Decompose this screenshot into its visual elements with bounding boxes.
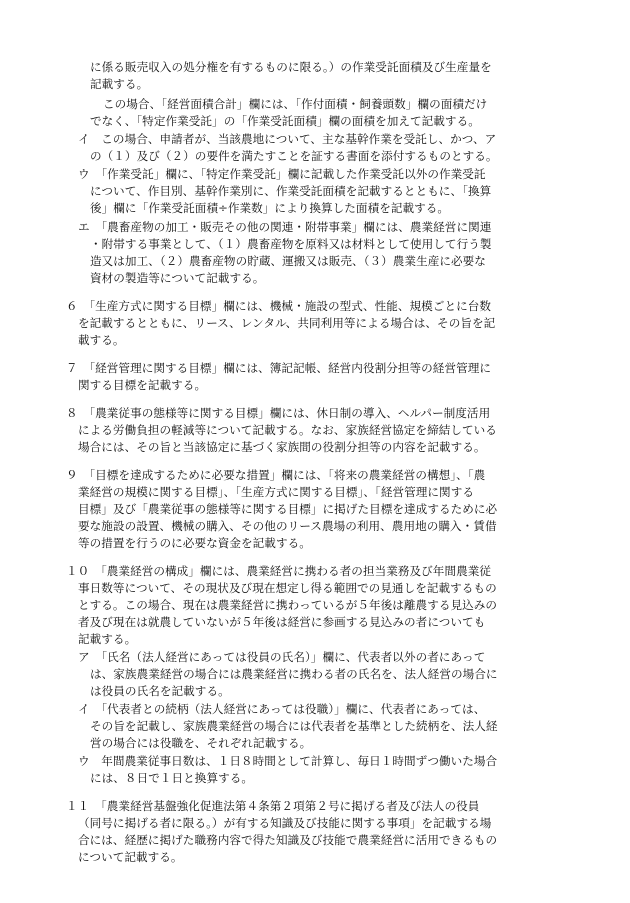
text-line: 記載する。 [78, 632, 137, 646]
text-line: 場合には、その旨と当該協定に基づく家族間の役割分担等の内容を記載する。 [78, 440, 486, 454]
text-line: 者及び現在は就農していないが５年後は経営に参画する見込みの者についても [78, 615, 486, 629]
text-line: 関する目標を記載する。 [78, 378, 207, 392]
text-line: 事日数等について、その現状及び現在想定し得る範囲での見通しを記載するもの [78, 581, 497, 595]
text-line: について、作目別、基幹作業別に、作業受託面積を記載するとともに、「換算 [90, 184, 492, 198]
text-line: には、８日で１日と換算する。 [90, 771, 254, 785]
text-line: 等の措置を行うのに必要な資金を記載する。 [78, 536, 311, 550]
text-line: ８ 「農業従事の態様等に関する目標」欄には、休日制の導入、ヘルパー制度活用 [66, 406, 491, 420]
text-line: その旨を記載し、家族農業経営の場合には代表者を基準とした続柄を、法人経 [90, 719, 498, 733]
text-line: の（１）及び（２）の要件を満たすことを証する書面を添付するものとする。 [90, 149, 498, 163]
text-line: は役員の氏名を記載する。 [90, 684, 230, 698]
text-line: 記載する。 [90, 77, 149, 91]
text-line: １０ 「農業経営の構成」欄には、農業経営に携わる者の担当業務及び年間農業従 [66, 564, 492, 578]
text-line: 要な施設の設置、機械の購入、その他のリース農場の利用、農用地の購入・賃借 [78, 519, 497, 533]
text-line: 載する。 [78, 333, 125, 347]
text-line: この場合、「経営面積合計」欄には、「作付面積・飼養頭数」欄の面積だけ [103, 97, 488, 111]
text-line: ６ 「生産方式に関する目標」欄には、機械・施設の型式、性能、規模ごとに台数 [66, 299, 492, 313]
text-line: 業経営の規模に関する目標」、「生産方式に関する目標」、「経営管理に関する [78, 485, 474, 499]
text-line: ウ 年間農業従事日数は、１日８時間として計算し、毎日１時間ずつ働いた場合 [78, 754, 498, 768]
text-line: 資材の製造等について記載する。 [90, 271, 265, 285]
text-line: エ 「農畜産物の加工・販売その他の関連・附帯事業」欄には、農業経営に関連 [78, 220, 492, 234]
text-line: に係る販売収入の処分権を有するものに限る。）の作業受託面積及び生産量を [90, 60, 492, 74]
text-line: は、家族農業経営の場合には農業経営に携わる者の氏名を、法人経営の場合に [90, 667, 498, 681]
text-line: ア 「氏名（法人経営にあっては役員の氏名）」欄に、代表者以外の者にあって [78, 650, 486, 664]
text-line: を記載するとともに、リース、レンタル、共同利用等による場合は、その旨を記 [78, 316, 496, 330]
text-line: 造又は加工、（２）農畜産物の貯蔵、運搬又は販売、（３）農業生産に必要な [90, 254, 486, 268]
text-line: １１ 「農業経営基盤強化促進法第４条第２項第２号に掲げる者及び法人の役員 [66, 799, 480, 813]
text-line: 営の場合には役職を、それぞれ記載する。 [90, 736, 312, 750]
text-line: ９ 「目標を達成するために必要な措置」欄には、「将来の農業経営の構想」、「農 [66, 468, 486, 482]
text-line: 目標」及び「農業従事の態様等に関する目標」に掲げた目標を達成するために必 [78, 502, 498, 516]
text-line: とする。この場合、現在は農業経営に携わっているが５年後は離農する見込みの [78, 598, 498, 612]
text-line: でなく、「特定作業受託」の「作業受託面積」欄の面積を加えて記載する。 [90, 114, 480, 128]
text-line: 合には、経歴に掲げた職務内容で得た知識及び技能で農業経営に活用できるもの [78, 833, 498, 847]
text-line: ・附帯する事業として、（１）農畜産物を原料又は材料として使用して行う製 [90, 237, 492, 251]
text-line: （同号に掲げる者に限る。）が有する知識及び技能に関する事項」を記載する場 [78, 816, 492, 830]
text-line: ７ 「経営管理に関する目標」欄には、簿記記帳、経営内役割分担等の経営管理に [66, 361, 492, 375]
text-line: ウ 「作業受託」欄に、「特定作業受託」欄に記載した作業受託以外の作業受託 [78, 167, 486, 181]
text-line: による労働負担の軽減等について記載する。なお、家族経営協定を締結している [78, 423, 497, 437]
text-line: イ 「代表者との続柄（法人経営にあっては役職）」欄に、代表者にあっては、 [78, 702, 486, 716]
text-line: 後」欄に「作業受託面積÷作業数」により換算した面積を記載する。 [90, 201, 450, 215]
text-line: イ この場合、申請者が、当該農地について、主な基幹作業を受託し、かつ、ア [78, 132, 497, 146]
text-line: について記載する。 [78, 850, 183, 864]
